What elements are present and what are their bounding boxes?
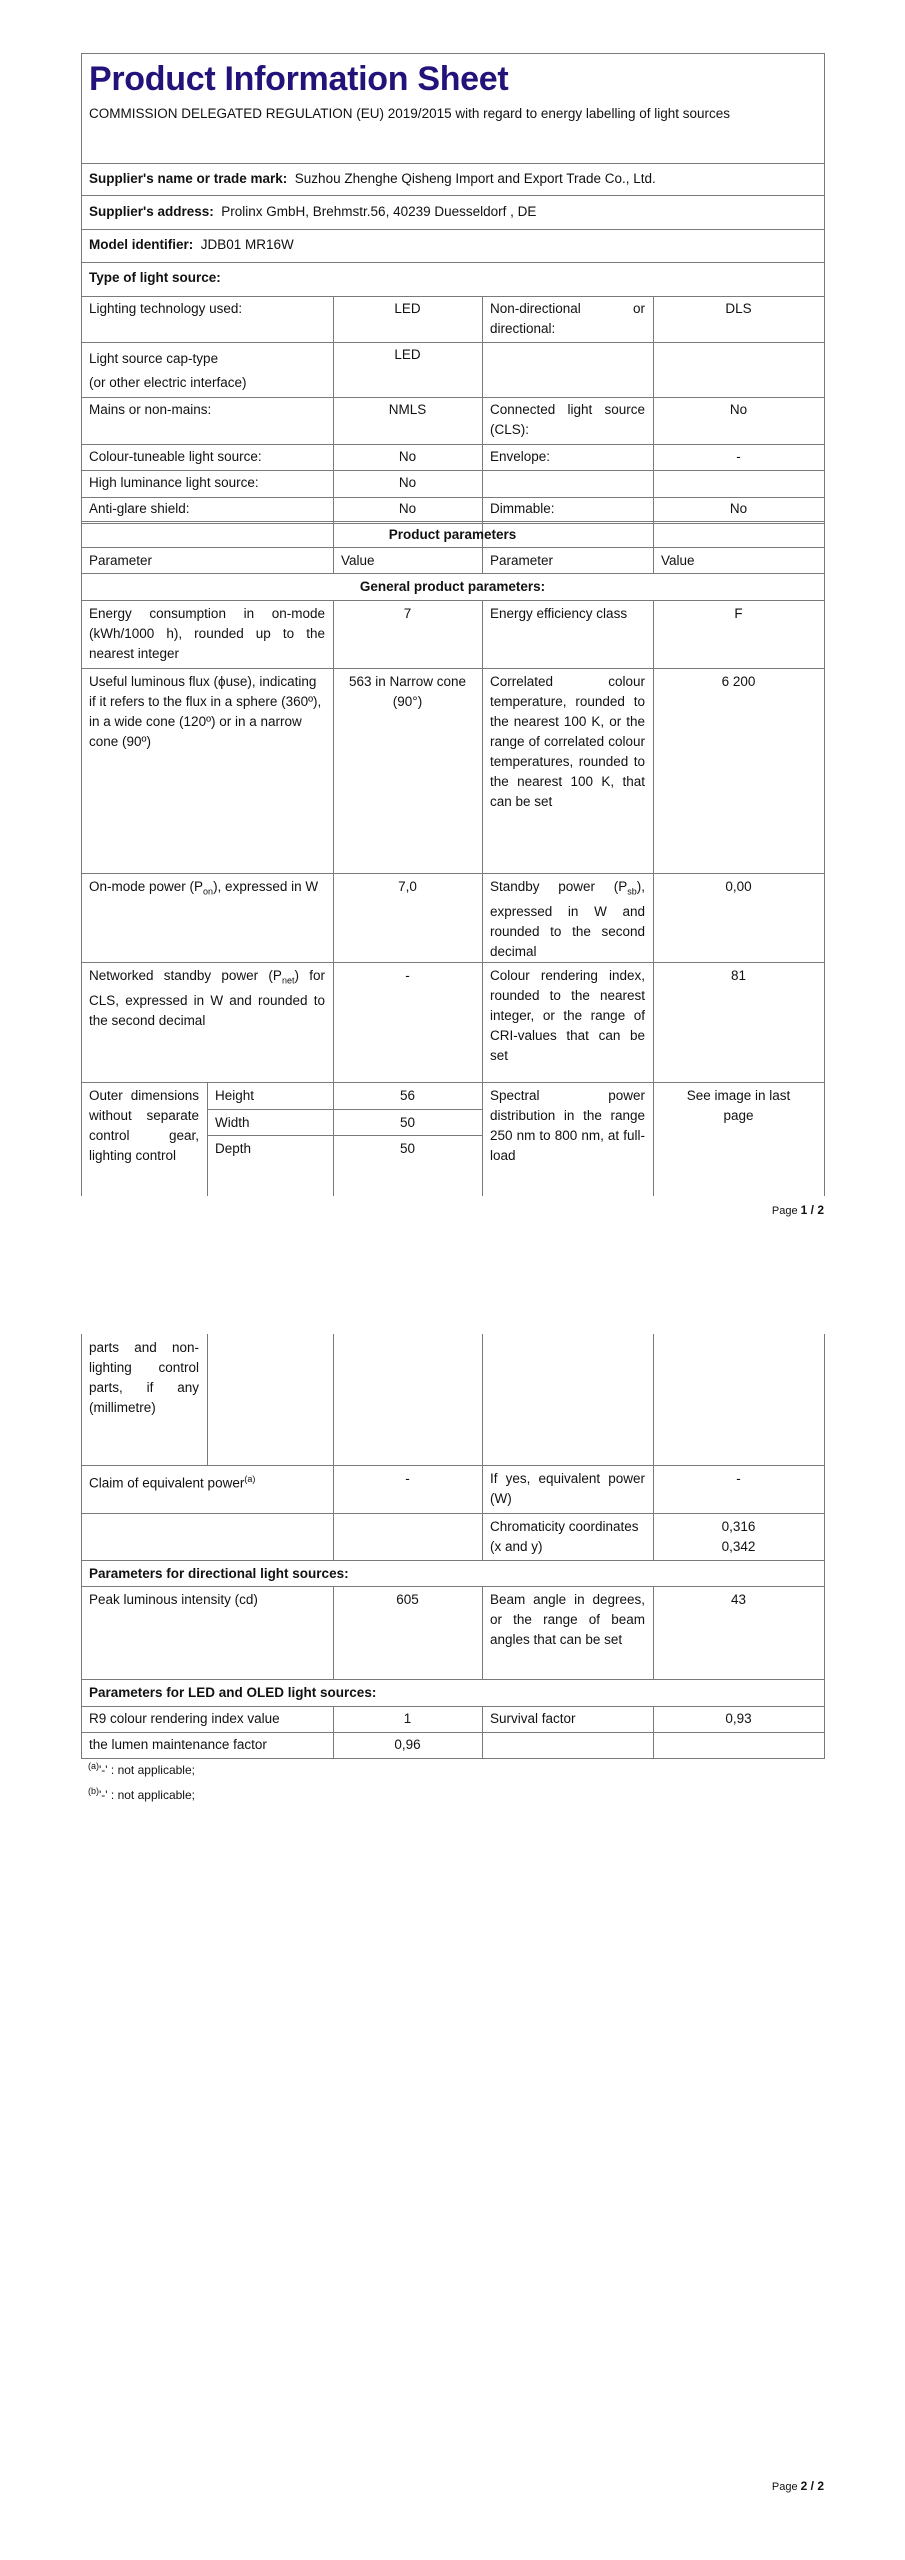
type-row-1-param: Lighting technology used:: [89, 301, 243, 316]
cap-type-sublabel: (or other electric interface): [89, 375, 247, 390]
type-row-6-value2: No: [729, 501, 748, 516]
spectral-distribution-value: See image in last page: [686, 1088, 791, 1123]
type-row-4-param: Colour-tuneable light source:: [89, 449, 262, 464]
width-label: Width: [215, 1115, 250, 1130]
luminous-flux-label: Useful luminous flux (ϕuse), indicating if it refers to the flux in a sphere (360º), in a wide cone (120º) or in a narrow cone (90º): [89, 674, 322, 749]
lumen-maintenance-value: 0,96: [394, 1737, 421, 1752]
survival-factor-label: Survival factor: [490, 1711, 576, 1726]
energy-consumption-value: 7: [403, 606, 412, 621]
type-row-5-param: High luminance light source:: [89, 475, 259, 490]
col-header-value-1: Value: [341, 553, 375, 568]
type-row-1-param2: Non-directional or directional:: [490, 301, 645, 336]
directional-parameters-heading: Parameters for directional light sources:: [89, 1566, 349, 1581]
spectral-distribution-label: Spectral power distribution in the range 250 nm to 800 nm, at full-load: [490, 1088, 645, 1163]
type-row-2-param: [81, 344, 333, 398]
type-row-4-param2: Envelope:: [490, 449, 551, 464]
model-identifier-value: JDB01 MR16W: [200, 237, 294, 252]
type-row-4-value: No: [398, 449, 417, 464]
outer-dimensions-label-continued: parts and non-lighting control parts, if any (millimetre): [89, 1340, 199, 1415]
energy-class-label: Energy efficiency class: [490, 606, 628, 621]
footnote-b: $^{(b)}$'-' : not applicable;: [88, 1786, 195, 1802]
type-row-4-value2: -: [736, 449, 741, 464]
page-title: Product Information Sheet: [89, 60, 509, 98]
type-row-3-value: NMLS: [388, 402, 427, 417]
type-row-5-value: No: [398, 475, 417, 490]
table-right-border: [824, 53, 825, 1196]
cct-label: Correlated colour temperature, rounded to the nearest 100 K, or the range of correlated colour temperatures, rounded to the nearest 100 K, that can be set: [490, 674, 645, 809]
r9-value: 1: [403, 1711, 412, 1726]
cri-value: 81: [730, 968, 747, 983]
cct-value: 6 200: [721, 674, 756, 689]
type-row-2-value: LED: [394, 347, 421, 362]
outer-dimensions-label: Outer dimensions without separate control gear, lighting control: [89, 1088, 199, 1163]
led-parameters-heading: Parameters for LED and OLED light sources:: [89, 1685, 377, 1700]
product-parameters-heading: Product parameters: [388, 527, 517, 542]
height-value: 56: [399, 1088, 416, 1103]
model-identifier-row: [81, 232, 824, 258]
survival-factor-value: 0,93: [725, 1711, 752, 1726]
chromaticity-label: Chromaticity coordinates (x and y): [490, 1519, 639, 1554]
width-value: 50: [399, 1115, 416, 1130]
energy-class-value: F: [734, 606, 743, 621]
cap-type-label: Light source cap-type: [89, 351, 219, 366]
on-mode-power-value: 7,0: [398, 879, 417, 894]
r9-label: R9 colour rendering index value: [89, 1711, 280, 1726]
equivalent-power-value: -: [736, 1471, 741, 1486]
page-number-1: Page 1 / 2: [771, 1203, 824, 1217]
height-label: Height: [215, 1088, 255, 1103]
type-row-1-value: LED: [394, 301, 421, 316]
equivalent-power-claim-label: Claim of equivalent power$^{(a)}$: [89, 1474, 256, 1491]
networked-standby-value: -: [405, 968, 410, 983]
regulation-text: COMMISSION DELEGATED REGULATION (EU) 2019/2015 with regard to energy labelling of light sources: [89, 106, 730, 121]
footnote-a: $^{(a)}$'-' : not applicable;: [88, 1761, 195, 1777]
type-of-light-source-heading: Type of light source:: [89, 270, 221, 285]
networked-standby-label: Networked standby power $(P_{net})$ for CLS, expressed in W and rounded to the second decimal: [89, 968, 325, 1028]
page-number-2: Page 2 / 2: [771, 2479, 824, 2493]
chromaticity-y: 0,342: [721, 1539, 756, 1554]
on-mode-power-label: On-mode power $(P_{on})$, expressed in W: [89, 879, 319, 897]
type-row-3-value2: No: [729, 402, 748, 417]
standby-power-value: 0,00: [725, 879, 752, 894]
standby-power-label: Standby power $(P_{sb})$, expressed in W and rounded to the second decimal: [490, 879, 645, 959]
peak-intensity-value: 605: [396, 1592, 419, 1607]
beam-angle-label: Beam angle in degrees, or the range of beam angles that can be set: [490, 1592, 645, 1647]
col-header-parameter-1: Parameter: [89, 553, 153, 568]
general-parameters-heading: General product parameters:: [359, 579, 546, 594]
type-row-1-value2: DLS: [725, 301, 752, 316]
depth-value: 50: [399, 1141, 416, 1156]
supplier-name-value: Suzhou Zhenghe Qisheng Import and Export Trade Co., Ltd.: [294, 171, 656, 186]
chromaticity-values: [653, 1514, 824, 1560]
type-row-6-param: Anti-glare shield:: [89, 501, 190, 516]
cri-label: Colour rendering index, rounded to the nearest integer, or the range of CRI-values that can be set: [490, 968, 645, 1063]
type-row-3-param: Mains or non-mains:: [89, 402, 212, 417]
model-identifier-label: Model identifier:: [89, 237, 194, 252]
col-header-parameter-2: Parameter: [490, 553, 554, 568]
type-row-6-param2: Dimmable:: [490, 501, 555, 516]
peak-intensity-label: Peak luminous intensity (cd): [89, 1592, 258, 1607]
supplier-address-label: Supplier's address:: [89, 204, 214, 219]
type-row-6-value: No: [398, 501, 417, 516]
supplier-name-label: Supplier's name or trade mark:: [89, 171, 288, 186]
beam-angle-value: 43: [730, 1592, 747, 1607]
col-header-value-2: Value: [661, 553, 695, 568]
table-top-border: [81, 53, 825, 54]
equivalent-power-claim-value: -: [405, 1471, 410, 1486]
depth-label: Depth: [215, 1141, 252, 1156]
supplier-name-row: [81, 166, 824, 192]
supplier-address-value: Prolinx GmbH, Brehmstr.56, 40239 Duesseldorf , DE: [221, 204, 537, 219]
lumen-maintenance-label: the lumen maintenance factor: [89, 1737, 267, 1752]
equivalent-power-label: If yes, equivalent power (W): [490, 1471, 645, 1506]
supplier-address-row: [81, 199, 824, 225]
chromaticity-x: 0,316: [721, 1519, 756, 1534]
type-row-3-param2: Connected light source (CLS):: [490, 402, 645, 437]
energy-consumption-label: Energy consumption in on-mode (kWh/1000 h), rounded up to the nearest integer: [89, 606, 325, 661]
luminous-flux-value: 563 in Narrow cone (90°): [348, 674, 467, 709]
